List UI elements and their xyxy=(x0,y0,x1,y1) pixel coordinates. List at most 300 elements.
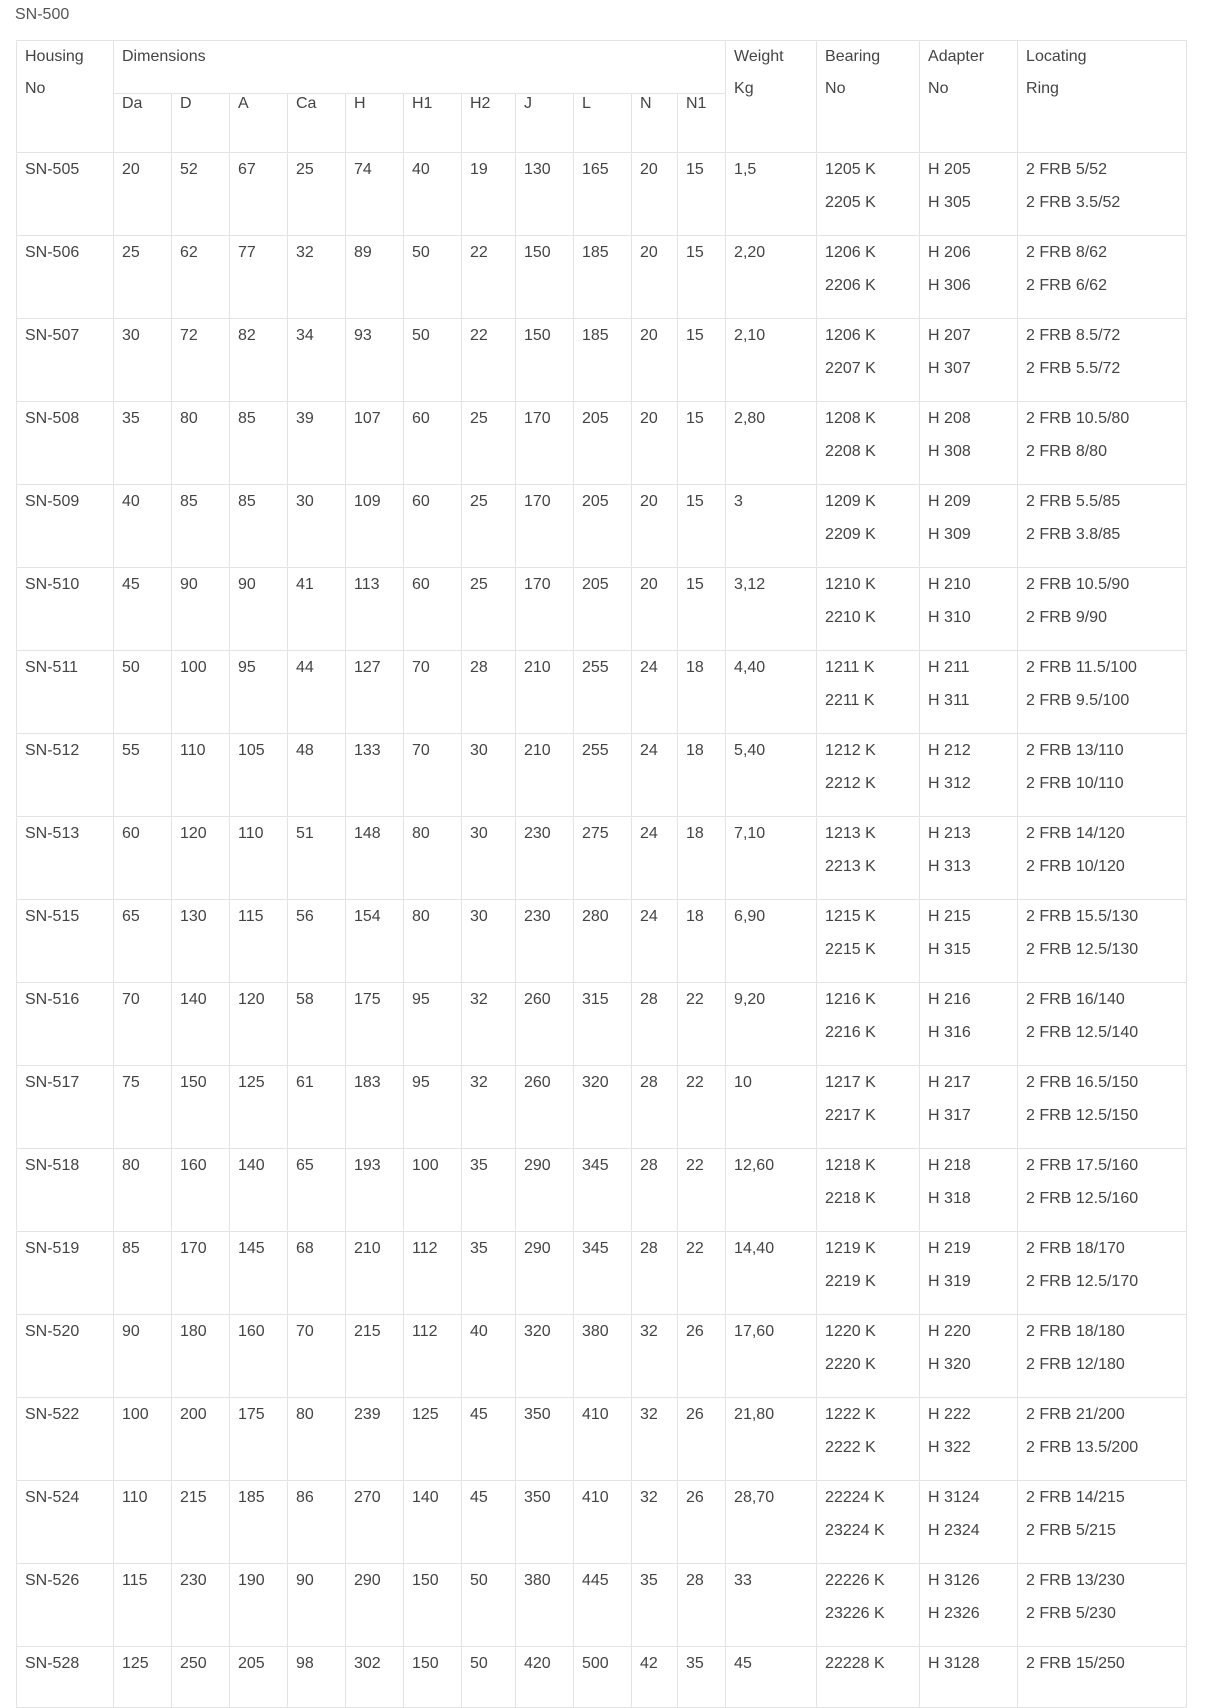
dim-h1-cell: 150 xyxy=(404,1564,462,1647)
table-row xyxy=(17,1315,1187,1398)
bearing-value: 2211 K xyxy=(825,692,875,709)
ring-value: 2 FRB 12.5/170 xyxy=(1026,1273,1139,1290)
dim-ca-cell: 58 xyxy=(288,983,346,1066)
dim-a-cell: 185 xyxy=(230,1481,288,1564)
housing-no-cell: SN-518 xyxy=(17,1149,114,1232)
dim-da-cell: 65 xyxy=(114,900,172,983)
dim-j-cell: 380 xyxy=(516,1564,574,1647)
dim-da-cell: 35 xyxy=(114,402,172,485)
adapter-value: H 218 xyxy=(928,1157,971,1174)
dim-h-cell: 183 xyxy=(346,1066,404,1149)
weight-cell: 2,20 xyxy=(726,236,817,319)
dim-n-cell: 20 xyxy=(632,153,678,236)
ring-value: 2 FRB 13/230 xyxy=(1026,1572,1125,1589)
bearing-cell xyxy=(817,1481,920,1564)
ring-value: 2 FRB 5.5/72 xyxy=(1026,360,1121,377)
dim-j-cell: 420 xyxy=(516,1647,574,1708)
dim-h2-cell: 40 xyxy=(462,1315,516,1398)
ring-value: 2 FRB 5/230 xyxy=(1026,1605,1116,1622)
header-dim-d: D xyxy=(172,94,230,153)
housing-no-cell: SN-516 xyxy=(17,983,114,1066)
ring-value: 2 FRB 16.5/150 xyxy=(1026,1074,1139,1091)
table-row xyxy=(17,236,1187,319)
dim-l-cell: 275 xyxy=(574,817,632,900)
dim-a-cell: 105 xyxy=(230,734,288,817)
ring-value: 2 FRB 11.5/100 xyxy=(1026,659,1137,676)
bearing-value: 1205 K xyxy=(825,161,876,178)
ring-value: 2 FRB 6/62 xyxy=(1026,277,1107,294)
dim-da-cell: 90 xyxy=(114,1315,172,1398)
weight-cell: 1,5 xyxy=(726,153,817,236)
dim-n1-cell: 18 xyxy=(678,900,726,983)
weight-cell: 9,20 xyxy=(726,983,817,1066)
dim-a-cell: 82 xyxy=(230,319,288,402)
housing-no-cell: SN-528 xyxy=(17,1647,114,1708)
dim-d-cell: 52 xyxy=(172,153,230,236)
ring-value: 2 FRB 10/120 xyxy=(1026,858,1125,875)
ring-cell xyxy=(1018,1315,1187,1398)
dim-n-cell: 24 xyxy=(632,734,678,817)
adapter-cell xyxy=(920,1066,1018,1149)
dim-l-cell: 410 xyxy=(574,1398,632,1481)
adapter-cell xyxy=(920,1149,1018,1232)
adapter-cell xyxy=(920,1564,1018,1647)
weight-cell: 45 xyxy=(726,1647,817,1708)
dim-h2-cell: 28 xyxy=(462,651,516,734)
housing-no-cell: SN-519 xyxy=(17,1232,114,1315)
header-locating-ring: Locating Ring xyxy=(1018,41,1187,153)
dim-l-cell: 320 xyxy=(574,1066,632,1149)
table-row xyxy=(17,1232,1187,1315)
dim-n1-cell: 22 xyxy=(678,983,726,1066)
adapter-cell xyxy=(920,319,1018,402)
dim-j-cell: 230 xyxy=(516,900,574,983)
ring-value: 2 FRB 16/140 xyxy=(1026,991,1125,1008)
header-dimensions: Dimensions xyxy=(114,41,726,94)
adapter-cell xyxy=(920,1481,1018,1564)
ring-cell xyxy=(1018,817,1187,900)
dim-d-cell: 150 xyxy=(172,1066,230,1149)
dim-h1-cell: 150 xyxy=(404,1647,462,1708)
dim-h-cell: 210 xyxy=(346,1232,404,1315)
bearing-value: 2217 K xyxy=(825,1107,876,1124)
dim-j-cell: 290 xyxy=(516,1149,574,1232)
adapter-value: H 217 xyxy=(928,1074,971,1091)
housing-no-cell: SN-506 xyxy=(17,236,114,319)
adapter-value: H 317 xyxy=(928,1107,971,1124)
page-title: SN-500 xyxy=(15,6,70,23)
housing-no-cell: SN-511 xyxy=(17,651,114,734)
dim-h-cell: 109 xyxy=(346,485,404,568)
dim-a-cell: 145 xyxy=(230,1232,288,1315)
ring-cell xyxy=(1018,236,1187,319)
adapter-cell xyxy=(920,153,1018,236)
bearing-value: 2208 K xyxy=(825,443,876,460)
bearing-value: 1209 K xyxy=(825,493,876,510)
bearing-value: 2213 K xyxy=(825,858,876,875)
ring-cell xyxy=(1018,1647,1187,1708)
adapter-value: H 211 xyxy=(928,659,970,676)
adapter-value: H 212 xyxy=(928,742,971,759)
dim-ca-cell: 86 xyxy=(288,1481,346,1564)
adapter-cell xyxy=(920,651,1018,734)
adapter-value: H 215 xyxy=(928,908,971,925)
dim-h-cell: 193 xyxy=(346,1149,404,1232)
adapter-cell xyxy=(920,983,1018,1066)
dim-h2-cell: 32 xyxy=(462,983,516,1066)
ring-cell xyxy=(1018,983,1187,1066)
dim-h-cell: 133 xyxy=(346,734,404,817)
bearing-value: 22228 K xyxy=(825,1655,885,1672)
dim-j-cell: 260 xyxy=(516,983,574,1066)
dim-h-cell: 127 xyxy=(346,651,404,734)
dim-j-cell: 170 xyxy=(516,485,574,568)
dim-n-cell: 28 xyxy=(632,983,678,1066)
ring-value: 2 FRB 12.5/130 xyxy=(1026,941,1139,958)
dim-da-cell: 70 xyxy=(114,983,172,1066)
housing-no-cell: SN-520 xyxy=(17,1315,114,1398)
bearing-cell xyxy=(817,651,920,734)
adapter-cell xyxy=(920,900,1018,983)
dim-da-cell: 30 xyxy=(114,319,172,402)
dim-h-cell: 302 xyxy=(346,1647,404,1708)
dim-a-cell: 77 xyxy=(230,236,288,319)
ring-value: 2 FRB 14/120 xyxy=(1026,825,1125,842)
dim-a-cell: 175 xyxy=(230,1398,288,1481)
bearing-value: 1206 K xyxy=(825,327,876,344)
dim-j-cell: 170 xyxy=(516,568,574,651)
dim-n1-cell: 15 xyxy=(678,568,726,651)
dim-ca-cell: 80 xyxy=(288,1398,346,1481)
dim-ca-cell: 30 xyxy=(288,485,346,568)
dim-d-cell: 100 xyxy=(172,651,230,734)
bearing-value: 23224 K xyxy=(825,1522,885,1539)
ring-value: 2 FRB 3.8/85 xyxy=(1026,526,1121,543)
dim-n1-cell: 15 xyxy=(678,153,726,236)
adapter-value: H 319 xyxy=(928,1273,971,1290)
adapter-value: H 3128 xyxy=(928,1655,980,1672)
dim-j-cell: 320 xyxy=(516,1315,574,1398)
dim-n1-cell: 15 xyxy=(678,319,726,402)
dim-d-cell: 170 xyxy=(172,1232,230,1315)
dim-n1-cell: 35 xyxy=(678,1647,726,1708)
dim-n-cell: 42 xyxy=(632,1647,678,1708)
dim-d-cell: 230 xyxy=(172,1564,230,1647)
ring-value: 2 FRB 15.5/130 xyxy=(1026,908,1139,925)
dim-da-cell: 85 xyxy=(114,1232,172,1315)
dim-h-cell: 74 xyxy=(346,153,404,236)
table-row xyxy=(17,568,1187,651)
dim-n-cell: 24 xyxy=(632,651,678,734)
adapter-value: H 313 xyxy=(928,858,971,875)
dim-h-cell: 239 xyxy=(346,1398,404,1481)
adapter-value: H 3124 xyxy=(928,1489,980,1506)
dim-da-cell: 110 xyxy=(114,1481,172,1564)
dim-da-cell: 60 xyxy=(114,817,172,900)
ring-value: 2 FRB 18/180 xyxy=(1026,1323,1125,1340)
dim-da-cell: 115 xyxy=(114,1564,172,1647)
housing-no-cell: SN-509 xyxy=(17,485,114,568)
header-housing-no: Housing No xyxy=(17,41,114,153)
bearing-value: 1206 K xyxy=(825,244,876,261)
dim-h1-cell: 125 xyxy=(404,1398,462,1481)
bearing-value: 2220 K xyxy=(825,1356,876,1373)
adapter-cell xyxy=(920,1398,1018,1481)
ring-value: 2 FRB 17.5/160 xyxy=(1026,1157,1139,1174)
dim-d-cell: 120 xyxy=(172,817,230,900)
bearing-value: 22224 K xyxy=(825,1489,885,1506)
bearing-cell xyxy=(817,900,920,983)
bearing-value: 1210 K xyxy=(825,576,876,593)
dim-l-cell: 500 xyxy=(574,1647,632,1708)
dim-h1-cell: 50 xyxy=(404,319,462,402)
dim-h1-cell: 70 xyxy=(404,734,462,817)
dim-n1-cell: 15 xyxy=(678,236,726,319)
table-row xyxy=(17,319,1187,402)
dim-l-cell: 410 xyxy=(574,1481,632,1564)
dim-n-cell: 35 xyxy=(632,1564,678,1647)
housing-no-cell: SN-508 xyxy=(17,402,114,485)
dim-h1-cell: 140 xyxy=(404,1481,462,1564)
dim-h2-cell: 25 xyxy=(462,568,516,651)
bearing-value: 2206 K xyxy=(825,277,876,294)
dim-a-cell: 140 xyxy=(230,1149,288,1232)
adapter-value: H 315 xyxy=(928,941,971,958)
ring-value: 2 FRB 12.5/160 xyxy=(1026,1190,1139,1207)
dim-h1-cell: 80 xyxy=(404,817,462,900)
bearing-value: 1222 K xyxy=(825,1406,876,1423)
bearing-cell xyxy=(817,1398,920,1481)
housing-no-cell: SN-505 xyxy=(17,153,114,236)
dim-n1-cell: 18 xyxy=(678,734,726,817)
dim-n-cell: 20 xyxy=(632,236,678,319)
ring-value: 2 FRB 10/110 xyxy=(1026,775,1124,792)
ring-cell xyxy=(1018,485,1187,568)
dim-ca-cell: 39 xyxy=(288,402,346,485)
dim-a-cell: 205 xyxy=(230,1647,288,1708)
ring-value: 2 FRB 21/200 xyxy=(1026,1406,1125,1423)
adapter-value: H 305 xyxy=(928,194,971,211)
ring-value: 2 FRB 15/250 xyxy=(1026,1655,1125,1672)
header-dim-ca: Ca xyxy=(288,94,346,153)
adapter-value: H 208 xyxy=(928,410,971,427)
adapter-cell xyxy=(920,402,1018,485)
bearing-cell xyxy=(817,153,920,236)
adapter-cell xyxy=(920,236,1018,319)
adapter-cell xyxy=(920,1315,1018,1398)
adapter-value: H 320 xyxy=(928,1356,971,1373)
dim-n-cell: 20 xyxy=(632,319,678,402)
dim-h1-cell: 80 xyxy=(404,900,462,983)
dim-a-cell: 110 xyxy=(230,817,288,900)
dim-j-cell: 350 xyxy=(516,1398,574,1481)
weight-cell: 17,60 xyxy=(726,1315,817,1398)
ring-cell xyxy=(1018,1066,1187,1149)
dim-da-cell: 20 xyxy=(114,153,172,236)
adapter-value: H 307 xyxy=(928,360,971,377)
dim-l-cell: 345 xyxy=(574,1232,632,1315)
bearing-cell xyxy=(817,568,920,651)
dim-a-cell: 125 xyxy=(230,1066,288,1149)
bearing-value: 1208 K xyxy=(825,410,876,427)
ring-value: 2 FRB 14/215 xyxy=(1026,1489,1125,1506)
dim-d-cell: 90 xyxy=(172,568,230,651)
bearing-value: 2218 K xyxy=(825,1190,876,1207)
dim-n-cell: 24 xyxy=(632,900,678,983)
bearing-value: 1216 K xyxy=(825,991,876,1008)
dim-ca-cell: 32 xyxy=(288,236,346,319)
dim-j-cell: 150 xyxy=(516,236,574,319)
adapter-value: H 219 xyxy=(928,1240,971,1257)
dim-h1-cell: 70 xyxy=(404,651,462,734)
dim-ca-cell: 98 xyxy=(288,1647,346,1708)
header-dim-l: L xyxy=(574,94,632,153)
ring-value: 2 FRB 13/110 xyxy=(1026,742,1124,759)
dim-h1-cell: 112 xyxy=(404,1232,462,1315)
dim-d-cell: 62 xyxy=(172,236,230,319)
bearing-cell xyxy=(817,983,920,1066)
dim-h-cell: 270 xyxy=(346,1481,404,1564)
dim-a-cell: 85 xyxy=(230,402,288,485)
adapter-value: H 209 xyxy=(928,493,971,510)
ring-cell xyxy=(1018,734,1187,817)
adapter-value: H 213 xyxy=(928,825,971,842)
housing-no-cell: SN-524 xyxy=(17,1481,114,1564)
bearing-cell xyxy=(817,1315,920,1398)
dim-n-cell: 24 xyxy=(632,817,678,900)
table-row xyxy=(17,900,1187,983)
adapter-value: H 311 xyxy=(928,692,970,709)
dim-j-cell: 130 xyxy=(516,153,574,236)
adapter-value: H 3126 xyxy=(928,1572,980,1589)
dim-j-cell: 210 xyxy=(516,734,574,817)
table-row xyxy=(17,1149,1187,1232)
dim-a-cell: 120 xyxy=(230,983,288,1066)
housing-no-cell: SN-515 xyxy=(17,900,114,983)
dim-h-cell: 215 xyxy=(346,1315,404,1398)
bearing-cell xyxy=(817,236,920,319)
dim-d-cell: 72 xyxy=(172,319,230,402)
adapter-value: H 220 xyxy=(928,1323,971,1340)
dim-h2-cell: 19 xyxy=(462,153,516,236)
dim-h-cell: 93 xyxy=(346,319,404,402)
ring-cell xyxy=(1018,1564,1187,1647)
dim-h-cell: 113 xyxy=(346,568,404,651)
dim-h2-cell: 25 xyxy=(462,485,516,568)
weight-cell: 3,12 xyxy=(726,568,817,651)
dim-l-cell: 315 xyxy=(574,983,632,1066)
dim-d-cell: 215 xyxy=(172,1481,230,1564)
table-body xyxy=(17,153,1187,1708)
ring-value: 2 FRB 9.5/100 xyxy=(1026,692,1130,709)
dim-a-cell: 90 xyxy=(230,568,288,651)
dim-ca-cell: 44 xyxy=(288,651,346,734)
dim-l-cell: 255 xyxy=(574,734,632,817)
dim-h-cell: 107 xyxy=(346,402,404,485)
dim-n1-cell: 15 xyxy=(678,485,726,568)
dim-n-cell: 20 xyxy=(632,568,678,651)
dim-d-cell: 85 xyxy=(172,485,230,568)
dim-n1-cell: 22 xyxy=(678,1232,726,1315)
dim-d-cell: 250 xyxy=(172,1647,230,1708)
ring-cell xyxy=(1018,402,1187,485)
dim-h2-cell: 50 xyxy=(462,1564,516,1647)
bearing-cell xyxy=(817,734,920,817)
dim-j-cell: 230 xyxy=(516,817,574,900)
table-row xyxy=(17,1398,1187,1481)
bearing-value: 1212 K xyxy=(825,742,876,759)
dim-da-cell: 125 xyxy=(114,1647,172,1708)
weight-cell: 5,40 xyxy=(726,734,817,817)
table-row xyxy=(17,1481,1187,1564)
weight-cell: 14,40 xyxy=(726,1232,817,1315)
bearing-value: 2209 K xyxy=(825,526,876,543)
ring-cell xyxy=(1018,568,1187,651)
dim-n1-cell: 28 xyxy=(678,1564,726,1647)
dim-da-cell: 45 xyxy=(114,568,172,651)
dim-ca-cell: 41 xyxy=(288,568,346,651)
bearing-value: 1219 K xyxy=(825,1240,876,1257)
dim-d-cell: 160 xyxy=(172,1149,230,1232)
header-dim-n1: N1 xyxy=(678,94,726,153)
dim-h1-cell: 60 xyxy=(404,402,462,485)
bearing-value: 2222 K xyxy=(825,1439,876,1456)
dim-da-cell: 25 xyxy=(114,236,172,319)
dim-h2-cell: 32 xyxy=(462,1066,516,1149)
header-row xyxy=(17,41,1187,94)
ring-value: 2 FRB 10.5/80 xyxy=(1026,410,1130,427)
dim-ca-cell: 90 xyxy=(288,1564,346,1647)
bearing-value: 2207 K xyxy=(825,360,876,377)
ring-cell xyxy=(1018,1398,1187,1481)
dim-h1-cell: 112 xyxy=(404,1315,462,1398)
adapter-value: H 309 xyxy=(928,526,971,543)
dim-h2-cell: 35 xyxy=(462,1149,516,1232)
adapter-cell xyxy=(920,1232,1018,1315)
dim-h1-cell: 100 xyxy=(404,1149,462,1232)
dim-n1-cell: 26 xyxy=(678,1481,726,1564)
dim-n-cell: 32 xyxy=(632,1315,678,1398)
bearing-value: 1217 K xyxy=(825,1074,876,1091)
dim-d-cell: 180 xyxy=(172,1315,230,1398)
dim-h2-cell: 30 xyxy=(462,734,516,817)
bearing-value: 1211 K xyxy=(825,659,875,676)
bearing-value: 2205 K xyxy=(825,194,876,211)
housing-no-cell: SN-513 xyxy=(17,817,114,900)
dim-h2-cell: 50 xyxy=(462,1647,516,1708)
ring-cell xyxy=(1018,1149,1187,1232)
dim-h2-cell: 22 xyxy=(462,236,516,319)
dim-l-cell: 165 xyxy=(574,153,632,236)
ring-value: 2 FRB 13.5/200 xyxy=(1026,1439,1139,1456)
dim-ca-cell: 48 xyxy=(288,734,346,817)
ring-value: 2 FRB 5.5/85 xyxy=(1026,493,1121,510)
dim-a-cell: 95 xyxy=(230,651,288,734)
bearing-value: 2216 K xyxy=(825,1024,876,1041)
dim-l-cell: 380 xyxy=(574,1315,632,1398)
dim-da-cell: 80 xyxy=(114,1149,172,1232)
ring-value: 2 FRB 12/180 xyxy=(1026,1356,1125,1373)
dim-l-cell: 345 xyxy=(574,1149,632,1232)
dim-l-cell: 255 xyxy=(574,651,632,734)
weight-cell: 2,80 xyxy=(726,402,817,485)
dim-h1-cell: 95 xyxy=(404,1066,462,1149)
dim-l-cell: 185 xyxy=(574,236,632,319)
ring-value: 2 FRB 10.5/90 xyxy=(1026,576,1130,593)
ring-cell xyxy=(1018,651,1187,734)
bearing-value: 22226 K xyxy=(825,1572,885,1589)
dim-n-cell: 20 xyxy=(632,485,678,568)
